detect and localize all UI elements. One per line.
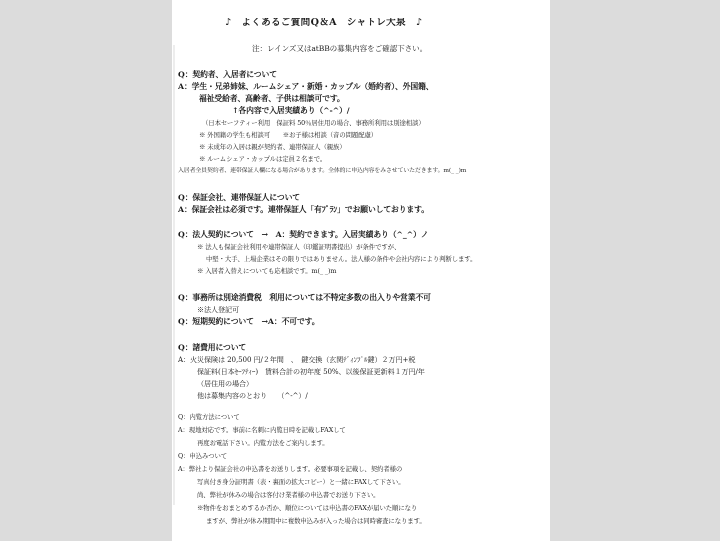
- document-page: [172, 0, 550, 541]
- a-fees-line2: 保証料(日本ｾｰﾌﾃｨｰ) 賃料合計の初年度 50%、以後保証更新料１万円/年: [197, 367, 425, 376]
- contract-detail-1: （日本セーフティー利用 保証料 50％居住用の場合、事務所利用は別途相談）: [202, 119, 425, 127]
- notice-line: 注：レインズ又はatBBの募集内容をご確認下さい。: [252, 44, 428, 53]
- corporate-detail-3: ※ 入居者入替えについても応相談です。m(_ _)m: [197, 267, 337, 275]
- q-short-term: Q：短期契約について →A：不可です。: [178, 317, 320, 326]
- a-contract-line3: ↑各内容で入居実績あり（^-^）/: [232, 106, 350, 115]
- a-application-line3: 尚、弊社が休みの場合は客付け業者様の申込書でお送り下さい。: [197, 491, 380, 499]
- a-fees-line1: A：火災保険は 20,500 円/２年間 、 鍵交換（玄関ﾃﾞｨﾝﾌﾟﾙ鍵）２万円+税: [178, 355, 416, 364]
- a-application-line1: A：弊社より保証会社の申込書をお送りします。必要事項を記載し、契約者様の: [178, 465, 403, 473]
- a-application-line2: 写真付き身分証明書（表・裏面の拡大コピー）と一緒にFAXして下さい。: [197, 478, 405, 486]
- q-contract-occupants: Q：契約者、入居者について: [178, 70, 277, 79]
- contract-detail-5: 入居者全員契約者、連帯保証人欄になる場合があります。全体的に申込内容をみさせていただきます。m(_ _)m: [178, 168, 467, 174]
- scan-edge-shadow: [173, 45, 175, 505]
- q-guarantor: Q：保証会社、連帯保証人について: [178, 193, 300, 202]
- corporate-detail-2: 中堅・大手、上場企業はその限りではありません。法人様の条件や会社内容により判断します。: [206, 255, 477, 263]
- q-application: Q：申込みついて: [178, 452, 228, 460]
- q-viewing: Q：内覧方法について: [178, 413, 240, 421]
- a-application-line4: ※物件をおまとめするか否か、順位については申込書のFAXが届いた順になり: [197, 504, 418, 512]
- a-contract-line2: 福祉受給者、高齢者、子供は相談可です。: [199, 94, 345, 103]
- a-application-line5: ますが、弊社が休み期間中に複数申込みが入った場合は同時審査になります。: [206, 517, 426, 525]
- q-office-use: Q：事務所は別途消費税 利用については不特定多数の出入りや営業不可: [178, 293, 431, 302]
- a-guarantor: A：保証会社は必須です。連帯保証人「有ﾌﾟﾗﾝ」でお願いしております。: [178, 205, 429, 214]
- contract-detail-4: ※ ルームシェア・カップルは定員２名まで。: [199, 155, 327, 163]
- a-fees-line3: （居住用の場合）: [197, 379, 253, 388]
- a-viewing-line2: 再度お電話下さい。内覧方法をご案内します。: [197, 439, 329, 447]
- a-contract-line1: A：学生・兄弟姉妹、ルームシェア・新婚・カップル（婚約者）、外国籍、: [178, 82, 434, 91]
- contract-detail-2: ※ 外国籍の学生も相談可 ※お子様は相談（音の問題配慮）: [199, 131, 378, 139]
- q-corporate-contract: Q：法人契約について → A：契約できます。入居実績あり（^_^）ノ: [178, 230, 429, 239]
- contract-detail-3: ※ 未成年の入居は親が契約者、連帯保証人（親族）: [199, 143, 346, 151]
- a-viewing-line1: A：現地対応です。事前に名刺に内覧日時を記載しFAXして: [178, 426, 346, 434]
- document-title: ♪ よくあるご質問Q＆A シャトレ大泉 ♪: [225, 18, 423, 28]
- office-registration-note: ※法人登記可: [197, 305, 239, 314]
- q-fees: Q：諸費用について: [178, 343, 247, 352]
- a-fees-line4: 他は募集内容のとおり （^-^）/: [197, 391, 308, 400]
- corporate-detail-1: ※ 法人も保証会社利用や連帯保証人（印鑑証明書提出）が条件ですが、: [197, 243, 401, 251]
